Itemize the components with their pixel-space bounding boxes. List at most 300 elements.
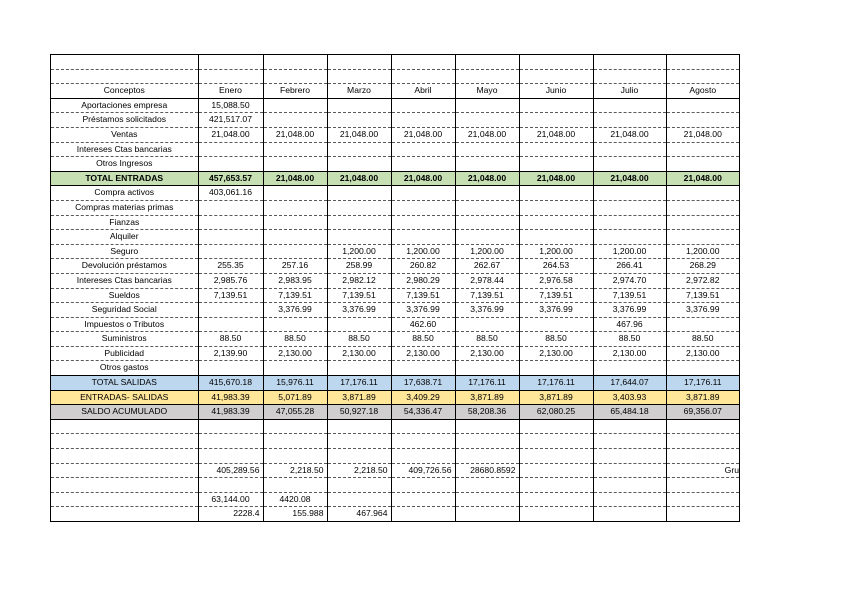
value-cell[interactable]: 21,048.00 xyxy=(519,171,593,186)
table-row xyxy=(51,332,739,347)
value-cell[interactable] xyxy=(391,98,455,113)
row-label[interactable]: TOTAL SALIDAS xyxy=(51,376,198,391)
value-cell[interactable]: 21,048.00 xyxy=(455,171,519,186)
value-cell[interactable] xyxy=(593,142,666,157)
empty-cell[interactable] xyxy=(666,434,739,449)
value-cell[interactable] xyxy=(263,157,327,172)
value-cell[interactable]: 21,048.00 xyxy=(666,171,739,186)
row-label[interactable]: Otros Ingresos xyxy=(51,157,198,172)
value-cell[interactable]: 17,176.11 xyxy=(327,376,391,391)
value-cell[interactable] xyxy=(263,186,327,201)
empty-cell[interactable] xyxy=(327,449,391,464)
value-cell[interactable] xyxy=(198,200,263,215)
value-cell[interactable] xyxy=(198,244,263,259)
value-cell[interactable]: 1,200.00 xyxy=(593,244,666,259)
value-cell[interactable] xyxy=(666,113,739,128)
value-cell[interactable]: 266.41 xyxy=(593,259,666,274)
empty-cell[interactable] xyxy=(263,434,327,449)
value-cell[interactable]: 1,200.00 xyxy=(327,244,391,259)
value-cell[interactable]: 2,130.00 xyxy=(519,346,593,361)
value-cell[interactable] xyxy=(327,200,391,215)
value-cell[interactable] xyxy=(455,200,519,215)
value-cell[interactable]: 3,871.89 xyxy=(327,390,391,405)
value-cell[interactable]: 7,139.51 xyxy=(391,288,455,303)
empty-cell[interactable] xyxy=(198,419,263,434)
empty-cell[interactable] xyxy=(593,69,666,84)
row-label[interactable]: Compra activos xyxy=(51,186,198,201)
value-cell[interactable] xyxy=(593,215,666,230)
value-cell[interactable]: 3,376.99 xyxy=(593,303,666,318)
value-cell[interactable]: 457,653.57 xyxy=(198,171,263,186)
empty-cell[interactable] xyxy=(666,69,739,84)
extra-cell[interactable] xyxy=(666,507,739,522)
value-cell[interactable] xyxy=(327,186,391,201)
value-cell[interactable] xyxy=(391,142,455,157)
value-cell[interactable] xyxy=(666,215,739,230)
column-header: Abril xyxy=(391,84,455,99)
empty-cell[interactable] xyxy=(51,463,198,478)
value-cell[interactable]: 2,980.29 xyxy=(391,273,455,288)
table-row xyxy=(51,98,739,113)
value-cell[interactable] xyxy=(666,230,739,245)
extra-cell[interactable] xyxy=(391,492,455,507)
value-cell[interactable]: 58,208.36 xyxy=(455,405,519,420)
value-cell[interactable] xyxy=(455,157,519,172)
empty-row xyxy=(51,55,739,69)
value-cell[interactable] xyxy=(263,142,327,157)
empty-cell[interactable] xyxy=(263,69,327,84)
empty-cell[interactable] xyxy=(198,449,263,464)
value-cell[interactable]: 41,983.39 xyxy=(198,390,263,405)
extra-cell[interactable] xyxy=(593,463,666,478)
value-cell[interactable] xyxy=(198,317,263,332)
value-cell[interactable]: 17,176.11 xyxy=(455,376,519,391)
value-cell[interactable] xyxy=(455,361,519,376)
empty-cell[interactable] xyxy=(198,55,263,69)
empty-cell[interactable] xyxy=(519,69,593,84)
value-cell[interactable]: 255.35 xyxy=(198,259,263,274)
extra-cell[interactable] xyxy=(327,492,391,507)
value-cell[interactable] xyxy=(391,113,455,128)
value-cell[interactable]: 88.50 xyxy=(327,332,391,347)
empty-cell[interactable] xyxy=(51,419,198,434)
empty-cell[interactable] xyxy=(327,69,391,84)
value-cell[interactable]: 88.50 xyxy=(391,332,455,347)
empty-cell[interactable] xyxy=(519,419,593,434)
value-cell[interactable]: 15,088.50 xyxy=(198,98,263,113)
row-label[interactable]: Otros gastos xyxy=(51,361,198,376)
empty-cell[interactable] xyxy=(391,55,455,69)
value-cell[interactable] xyxy=(391,157,455,172)
value-cell[interactable] xyxy=(519,142,593,157)
value-cell[interactable]: 21,048.00 xyxy=(391,171,455,186)
value-cell[interactable]: 3,871.89 xyxy=(666,390,739,405)
row-label[interactable]: Publicidad xyxy=(51,346,198,361)
extra-cell[interactable]: 405,289.56 xyxy=(198,463,263,478)
value-cell[interactable]: 21,048.00 xyxy=(593,171,666,186)
value-cell[interactable]: 1,200.00 xyxy=(455,244,519,259)
value-cell[interactable] xyxy=(198,230,263,245)
value-cell[interactable]: 2,130.00 xyxy=(593,346,666,361)
value-cell[interactable] xyxy=(198,215,263,230)
value-cell[interactable]: 258.99 xyxy=(327,259,391,274)
value-cell[interactable] xyxy=(666,317,739,332)
empty-cell[interactable] xyxy=(327,434,391,449)
value-cell[interactable] xyxy=(263,244,327,259)
value-cell[interactable]: 21,048.00 xyxy=(519,127,593,142)
value-cell[interactable] xyxy=(391,200,455,215)
row-label[interactable]: Suministros xyxy=(51,332,198,347)
column-header: Marzo xyxy=(327,84,391,99)
value-cell[interactable]: 21,048.00 xyxy=(593,127,666,142)
value-cell[interactable] xyxy=(327,230,391,245)
value-cell[interactable] xyxy=(593,186,666,201)
extra-cell[interactable]: 2,218.50 xyxy=(327,463,391,478)
value-cell[interactable] xyxy=(519,361,593,376)
row-label[interactable]: Alquiler xyxy=(51,230,198,245)
value-cell[interactable] xyxy=(263,230,327,245)
extra-cell[interactable] xyxy=(593,492,666,507)
empty-cell[interactable] xyxy=(263,449,327,464)
value-cell[interactable]: 2,130.00 xyxy=(391,346,455,361)
empty-cell[interactable] xyxy=(327,55,391,69)
table-row xyxy=(51,230,739,245)
value-cell[interactable]: 50,927.18 xyxy=(327,405,391,420)
value-cell[interactable] xyxy=(327,215,391,230)
value-cell[interactable] xyxy=(455,317,519,332)
value-cell[interactable]: 2,130.00 xyxy=(263,346,327,361)
value-cell[interactable] xyxy=(519,186,593,201)
empty-cell[interactable] xyxy=(593,449,666,464)
value-cell[interactable] xyxy=(391,215,455,230)
value-cell[interactable]: 2,983.95 xyxy=(263,273,327,288)
empty-row xyxy=(51,449,739,464)
value-cell[interactable] xyxy=(327,361,391,376)
value-cell[interactable]: 1,200.00 xyxy=(519,244,593,259)
value-cell[interactable]: 3,871.89 xyxy=(455,390,519,405)
value-cell[interactable]: 17,176.11 xyxy=(519,376,593,391)
value-cell[interactable]: 3,376.99 xyxy=(263,303,327,318)
table-row xyxy=(51,288,739,303)
row-label[interactable]: Impuestos o Tributos xyxy=(51,317,198,332)
value-cell[interactable] xyxy=(455,230,519,245)
empty-cell[interactable] xyxy=(51,492,198,507)
value-cell[interactable]: 2,130.00 xyxy=(666,346,739,361)
value-cell[interactable] xyxy=(593,361,666,376)
empty-cell[interactable] xyxy=(51,69,198,84)
value-cell[interactable] xyxy=(263,215,327,230)
table-row xyxy=(51,157,739,172)
empty-cell[interactable] xyxy=(51,55,198,69)
value-cell[interactable]: 257.16 xyxy=(263,259,327,274)
empty-cell[interactable] xyxy=(391,419,455,434)
row-label[interactable]: Seguridad Social xyxy=(51,303,198,318)
value-cell[interactable]: 2,974.70 xyxy=(593,273,666,288)
extra-cell[interactable] xyxy=(519,492,593,507)
value-cell[interactable]: 7,139.51 xyxy=(593,288,666,303)
column-header: Enero xyxy=(198,84,263,99)
value-cell[interactable]: 41,983.39 xyxy=(198,405,263,420)
empty-cell[interactable] xyxy=(263,478,327,493)
row-label[interactable]: Fianzas xyxy=(51,215,198,230)
empty-cell[interactable] xyxy=(51,507,198,522)
value-cell[interactable] xyxy=(519,230,593,245)
extra-cell[interactable]: 2,218.50 xyxy=(263,463,327,478)
value-cell[interactable] xyxy=(666,157,739,172)
empty-cell[interactable] xyxy=(198,478,263,493)
empty-cell[interactable] xyxy=(519,478,593,493)
row-label[interactable]: Intereses Ctas bancarias xyxy=(51,273,198,288)
value-cell[interactable]: 2,139.90 xyxy=(198,346,263,361)
value-cell[interactable]: 15,976.11 xyxy=(263,376,327,391)
value-cell[interactable]: 17,176.11 xyxy=(666,376,739,391)
empty-cell[interactable] xyxy=(51,449,198,464)
extra-cell[interactable]: 63,144.00 xyxy=(198,492,263,507)
table-body xyxy=(51,55,739,522)
value-cell[interactable]: 3,376.99 xyxy=(327,303,391,318)
header-row xyxy=(51,84,739,99)
value-cell[interactable]: 21,048.00 xyxy=(263,127,327,142)
value-cell[interactable]: 3,376.99 xyxy=(391,303,455,318)
value-cell[interactable]: 54,336.47 xyxy=(391,405,455,420)
value-cell[interactable] xyxy=(666,186,739,201)
row-label[interactable]: SALDO ACUMULADO xyxy=(51,405,198,420)
value-cell[interactable]: 415,670.18 xyxy=(198,376,263,391)
value-cell[interactable]: 88.50 xyxy=(519,332,593,347)
empty-cell[interactable] xyxy=(593,419,666,434)
value-cell[interactable] xyxy=(391,230,455,245)
value-cell[interactable]: 21,048.00 xyxy=(263,171,327,186)
value-cell[interactable] xyxy=(519,317,593,332)
empty-cell[interactable] xyxy=(198,69,263,84)
row-label[interactable]: Sueldos xyxy=(51,288,198,303)
extra-cell[interactable]: Gru xyxy=(666,463,739,478)
value-cell[interactable] xyxy=(263,200,327,215)
empty-cell[interactable] xyxy=(391,478,455,493)
empty-cell[interactable] xyxy=(519,434,593,449)
extra-cell[interactable]: 28680.8592 xyxy=(455,463,519,478)
row-label[interactable]: Aportaciones empresa xyxy=(51,98,198,113)
value-cell[interactable] xyxy=(327,98,391,113)
value-cell[interactable]: 3,376.99 xyxy=(455,303,519,318)
empty-cell[interactable] xyxy=(519,449,593,464)
value-cell[interactable]: 3,409.29 xyxy=(391,390,455,405)
table-row xyxy=(51,259,739,274)
value-cell[interactable] xyxy=(198,361,263,376)
value-cell[interactable] xyxy=(593,230,666,245)
value-cell[interactable] xyxy=(593,98,666,113)
value-cell[interactable]: 264.53 xyxy=(519,259,593,274)
value-cell[interactable] xyxy=(666,98,739,113)
value-cell[interactable]: 262.67 xyxy=(455,259,519,274)
row-label[interactable]: Préstamos solicitados xyxy=(51,113,198,128)
empty-cell[interactable] xyxy=(666,419,739,434)
value-cell[interactable]: 88.50 xyxy=(263,332,327,347)
value-cell[interactable]: 7,139.51 xyxy=(263,288,327,303)
value-cell[interactable]: 421,517.07 xyxy=(198,113,263,128)
value-cell[interactable]: 2,130.00 xyxy=(455,346,519,361)
row-label[interactable]: Intereses Ctas bancarias xyxy=(51,142,198,157)
value-cell[interactable]: 62,080.25 xyxy=(519,405,593,420)
extra-cell[interactable] xyxy=(666,492,739,507)
value-cell[interactable] xyxy=(455,186,519,201)
value-cell[interactable] xyxy=(593,157,666,172)
value-cell[interactable] xyxy=(327,317,391,332)
value-cell[interactable]: 1,200.00 xyxy=(391,244,455,259)
value-cell[interactable] xyxy=(391,361,455,376)
value-cell[interactable]: 88.50 xyxy=(666,332,739,347)
value-cell[interactable] xyxy=(455,98,519,113)
value-cell[interactable]: 5,071.89 xyxy=(263,390,327,405)
extra-cell[interactable]: 155.988 xyxy=(263,507,327,522)
value-cell[interactable]: 3,376.99 xyxy=(666,303,739,318)
empty-cell[interactable] xyxy=(455,69,519,84)
row-label[interactable]: ENTRADAS- SALIDAS xyxy=(51,390,198,405)
value-cell[interactable]: 2,982.12 xyxy=(327,273,391,288)
value-cell[interactable]: 260.82 xyxy=(391,259,455,274)
value-cell[interactable] xyxy=(666,361,739,376)
table-row xyxy=(51,113,739,128)
extra-cell[interactable] xyxy=(455,507,519,522)
value-cell[interactable]: 7,139.51 xyxy=(519,288,593,303)
value-cell[interactable] xyxy=(263,98,327,113)
column-header: Agosto xyxy=(666,84,739,99)
row-label[interactable]: TOTAL ENTRADAS xyxy=(51,171,198,186)
empty-cell[interactable] xyxy=(455,449,519,464)
value-cell[interactable]: 2,130.00 xyxy=(327,346,391,361)
extra-cell[interactable] xyxy=(455,492,519,507)
value-cell[interactable]: 7,139.51 xyxy=(455,288,519,303)
extra-cell[interactable]: 4420.08 xyxy=(263,492,327,507)
value-cell[interactable]: 21,048.00 xyxy=(391,127,455,142)
spreadsheet xyxy=(50,54,740,522)
row-label[interactable]: Compras materias primas xyxy=(51,200,198,215)
value-cell[interactable]: 17,644.07 xyxy=(593,376,666,391)
value-cell[interactable] xyxy=(519,200,593,215)
extra-cell[interactable]: 409,726.56 xyxy=(391,463,455,478)
value-cell[interactable]: 462.60 xyxy=(391,317,455,332)
extra-cell[interactable] xyxy=(519,463,593,478)
value-cell[interactable] xyxy=(263,113,327,128)
empty-cell[interactable] xyxy=(51,434,198,449)
value-cell[interactable] xyxy=(198,157,263,172)
value-cell[interactable] xyxy=(455,215,519,230)
value-cell[interactable]: 7,139.51 xyxy=(198,288,263,303)
value-cell[interactable] xyxy=(198,142,263,157)
extra-cell[interactable] xyxy=(391,507,455,522)
empty-cell[interactable] xyxy=(51,478,198,493)
empty-cell[interactable] xyxy=(593,478,666,493)
empty-cell[interactable] xyxy=(666,478,739,493)
empty-cell[interactable] xyxy=(327,419,391,434)
extra-cell[interactable] xyxy=(519,507,593,522)
value-cell[interactable]: 7,139.51 xyxy=(666,288,739,303)
value-cell[interactable]: 3,403.93 xyxy=(593,390,666,405)
empty-cell[interactable] xyxy=(327,478,391,493)
value-cell[interactable] xyxy=(327,113,391,128)
value-cell[interactable]: 3,376.99 xyxy=(519,303,593,318)
value-cell[interactable]: 88.50 xyxy=(198,332,263,347)
empty-cell[interactable] xyxy=(391,449,455,464)
extra-cell[interactable]: 467.964 xyxy=(327,507,391,522)
value-cell[interactable]: 268.29 xyxy=(666,259,739,274)
empty-cell[interactable] xyxy=(455,55,519,69)
empty-row xyxy=(51,419,739,434)
value-cell[interactable] xyxy=(519,157,593,172)
empty-cell[interactable] xyxy=(593,55,666,69)
value-cell[interactable]: 403,061.16 xyxy=(198,186,263,201)
value-cell[interactable]: 467.96 xyxy=(593,317,666,332)
value-cell[interactable] xyxy=(519,98,593,113)
value-cell[interactable]: 2,972.82 xyxy=(666,273,739,288)
value-cell[interactable]: 65,484.18 xyxy=(593,405,666,420)
value-cell[interactable] xyxy=(593,200,666,215)
value-cell[interactable]: 21,048.00 xyxy=(327,171,391,186)
value-cell[interactable]: 2,985.76 xyxy=(198,273,263,288)
table-row xyxy=(51,200,739,215)
empty-cell[interactable] xyxy=(198,434,263,449)
value-cell[interactable] xyxy=(666,142,739,157)
value-cell[interactable] xyxy=(455,142,519,157)
extra-cell[interactable] xyxy=(593,507,666,522)
value-cell[interactable]: 7,139.51 xyxy=(327,288,391,303)
value-cell[interactable] xyxy=(327,157,391,172)
empty-cell[interactable] xyxy=(455,434,519,449)
value-cell[interactable]: 47,055.28 xyxy=(263,405,327,420)
empty-cell[interactable] xyxy=(519,55,593,69)
empty-cell[interactable] xyxy=(593,434,666,449)
empty-cell[interactable] xyxy=(391,69,455,84)
value-cell[interactable]: 21,048.00 xyxy=(666,127,739,142)
row-label[interactable]: Ventas xyxy=(51,127,198,142)
value-cell[interactable]: 2,976.58 xyxy=(519,273,593,288)
value-cell[interactable] xyxy=(593,113,666,128)
value-cell[interactable] xyxy=(519,215,593,230)
empty-cell[interactable] xyxy=(666,449,739,464)
row-label[interactable]: Devolución préstamos xyxy=(51,259,198,274)
value-cell[interactable]: 3,871.89 xyxy=(519,390,593,405)
value-cell[interactable]: 1,200.00 xyxy=(666,244,739,259)
column-header: Mayo xyxy=(455,84,519,99)
value-cell[interactable]: 21,048.00 xyxy=(455,127,519,142)
value-cell[interactable]: 2,978.44 xyxy=(455,273,519,288)
value-cell[interactable]: 88.50 xyxy=(455,332,519,347)
value-cell[interactable] xyxy=(327,142,391,157)
value-cell[interactable] xyxy=(391,186,455,201)
extra-cell[interactable]: 2228.4 xyxy=(198,507,263,522)
value-cell[interactable]: 21,048.00 xyxy=(198,127,263,142)
value-cell[interactable] xyxy=(519,113,593,128)
value-cell[interactable]: 21,048.00 xyxy=(327,127,391,142)
extra-row xyxy=(51,507,739,522)
value-cell[interactable]: 69,356.07 xyxy=(666,405,739,420)
empty-cell[interactable] xyxy=(666,55,739,69)
value-cell[interactable]: 17,638.71 xyxy=(391,376,455,391)
empty-cell[interactable] xyxy=(263,419,327,434)
empty-cell[interactable] xyxy=(455,419,519,434)
value-cell[interactable]: 88.50 xyxy=(593,332,666,347)
value-cell[interactable] xyxy=(198,303,263,318)
row-label[interactable]: Seguro xyxy=(51,244,198,259)
value-cell[interactable] xyxy=(455,113,519,128)
value-cell[interactable] xyxy=(666,200,739,215)
value-cell[interactable] xyxy=(263,317,327,332)
value-cell[interactable] xyxy=(263,361,327,376)
column-header: Junio xyxy=(519,84,593,99)
empty-cell[interactable] xyxy=(455,478,519,493)
empty-cell[interactable] xyxy=(263,55,327,69)
empty-cell[interactable] xyxy=(391,434,455,449)
